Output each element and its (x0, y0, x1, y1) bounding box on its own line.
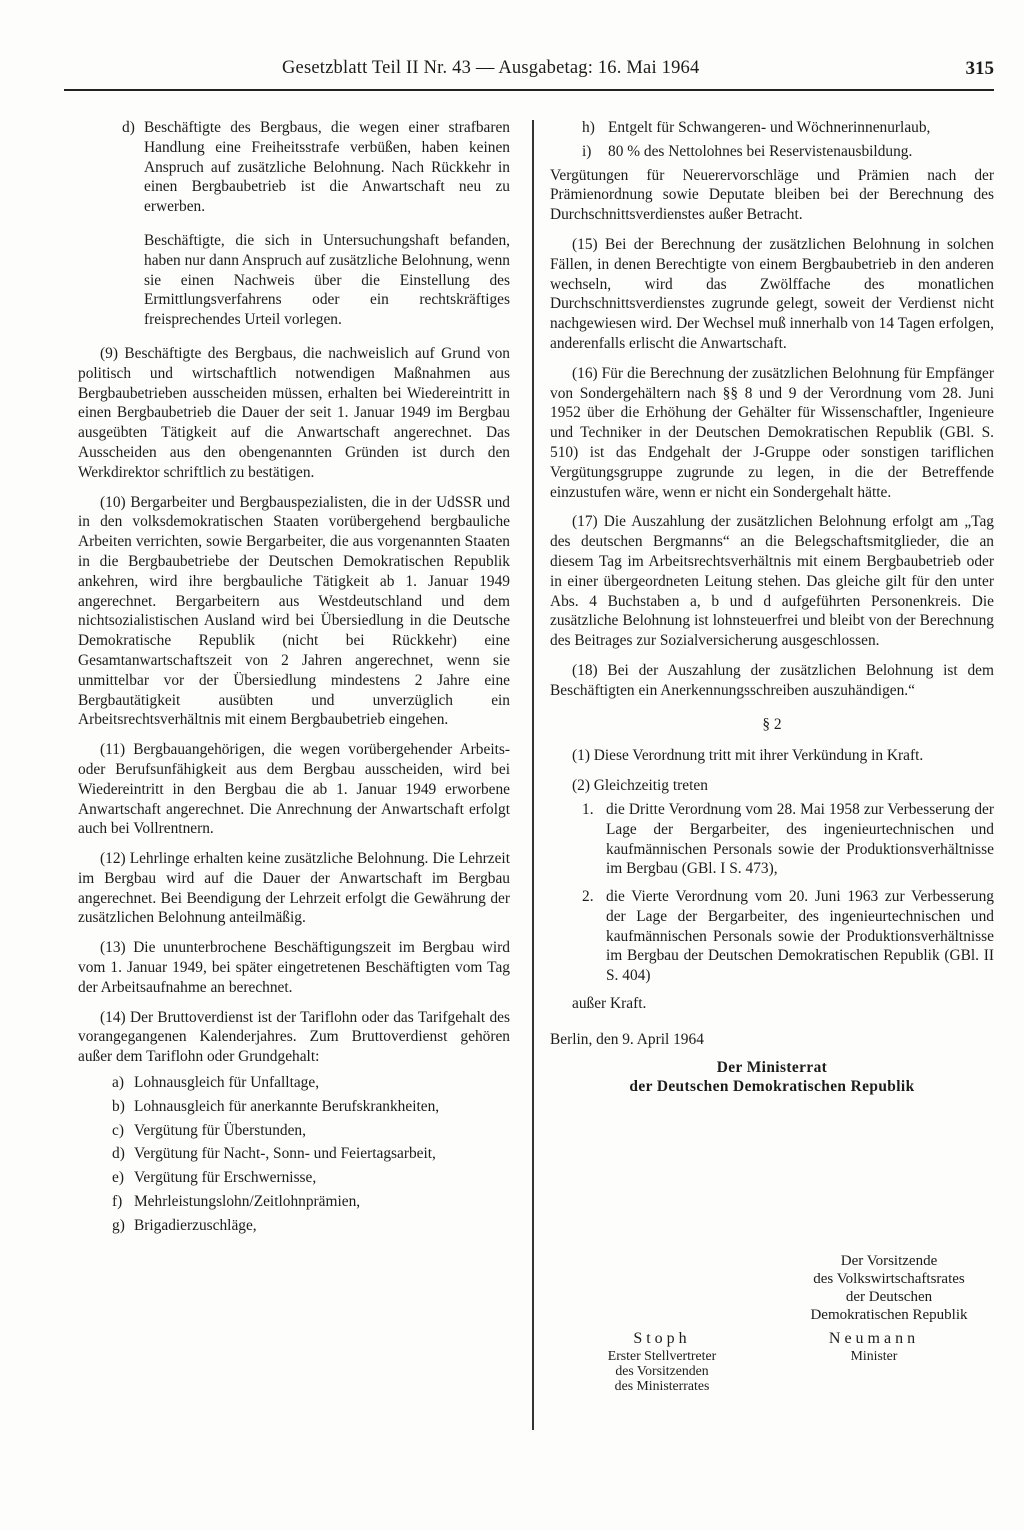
list-item-d (78, 118, 510, 330)
left-column (78, 118, 510, 1240)
list-mark: d) (112, 1145, 125, 1163)
section-2-paragraph-1: (1) Diese Verordnung tritt mit ihrer Verkündung in Kraft. (572, 747, 924, 765)
list-mark: a) (112, 1074, 124, 1092)
paragraph-d: Beschäftigte des Bergbaus, die wegen einer strafbaren Handlung eine Freiheitsstrafe verbüßen, haben keinen Anspruch auf zusätzliche Belohnung. Nach Rückkehr in einen Bergbaubetrieb ist die Anwartschaft neu zu erwerben. (144, 119, 510, 216)
paragraph-d2: Beschäftigte, die sich in Untersuchungshaft befanden, haben nur dann Anspruch auf zusätzliche Belohnung, wenn sie einen Nachweis über die Einstellung des Ermittlungsverfahrens oder ein rechtskräftiges freisprechendes Urteil vorlegen. (144, 231, 510, 329)
list-text: Vergütung für Überstunden, (134, 1121, 306, 1139)
signature-title-right (778, 1252, 1000, 1324)
signature-line: der Deutschen (845, 1289, 933, 1305)
signatory-organization (550, 1058, 994, 1098)
list-mark: d) (122, 119, 135, 136)
paragraph-13: (13) Die ununterbrochene Beschäftigungszeit im Bergbau wird vom 1. Januar 1949, bei später eingetretenen Beschäftigten vom Tag der Arbeitsaufnahme an berechnet. (78, 939, 510, 996)
page-number: 315 (965, 58, 994, 79)
list-mark: 1. (582, 800, 594, 818)
list-mark: e) (112, 1169, 124, 1187)
list-mark: i) (582, 142, 592, 160)
signature-right (800, 1330, 948, 1363)
paragraph-15: (15) Bei der Berechnung der zusätzlichen Belohnung in solchen Fällen, in denen Berechtigte von einem Bergbaubetrieb in den anderen wechseln, wird das Zwölffache des monatlichen Durchschnittsverdienstes zugrunde gelegt, soweit der Verdienst nicht nachgewiesen wird. Der Wechsel muß innerhalb von 14 Tagen erfolgen, anderenfalls erlischt die Anwartschaft. (550, 235, 994, 352)
signer-role: Erster Stellvertreter (607, 1348, 717, 1363)
header-title: Gesetzblatt Teil II Nr. 43 — Ausgabetag: 16. Mai 1964 (282, 58, 700, 78)
signature-line: Der Vorsitzende (840, 1253, 938, 1269)
list-text: 80 % des Nettolohnes bei Reservistenausbildung. (608, 142, 913, 160)
paragraph-14b: Vergütungen für Neuerervorschläge und Prämien nach der Prämienordnung sowie Deputate bleiben bei der Berechnung des Durchschnittsverdienstes außer Betracht. (550, 166, 994, 224)
place-date: Berlin, den 9. April 1964 (550, 1030, 704, 1048)
list-item (550, 887, 994, 986)
list-mark: h) (582, 119, 595, 136)
paragraph-10: (10) Bergarbeiter und Bergbauspezialisten, die in der UdSSR und in den volksdemokratischen Staaten vorübergehend bergbauliche Arbeiten verrichten, sowie Bergarbeiter, die aus vorgenannten Staaten in die Bergbaubetriebe der Deutschen Demokratischen Republik ankehren, wird ihre bergbauliche Tätigkeit ab 1. Januar 1949 angerechnet. Bergarbeitern aus Westdeutschland und dem nichtsozialistischen Ausland wird bei Übersiedlung in die Deutsche Demokratische Republik (nicht bei Rückkehr) eine Gesamtanwartschaftszeit von 2 Jahren angerechnet, wenn sie unmittelbar vor der Übersiedlung mindestens 2 Jahre eine Bergbautätigkeit ausübten und unverzüglich ein Arbeitsrechtsverhältnis mit einem Bergbaubetrieb eingehen. (78, 493, 510, 729)
org-line: Der Ministerrat (716, 1058, 828, 1076)
list-text: die Dritte Verordnung vom 28. Mai 1958 zur Verbesserung der Lage der Bergarbeiter, des ingenieurtechnischen und kaufmännischen Personals sowie der Produktionsverhältnisse im Bergbau (GBl. I S. 473), (606, 800, 994, 878)
list-text: Lohnausgleich für Unfalltage, (134, 1074, 320, 1092)
list-text: Vergütung für Nacht-, Sonn- und Feiertagsarbeit, (134, 1145, 436, 1163)
right-column (550, 118, 994, 1097)
list-item (550, 118, 994, 138)
signature-left (572, 1330, 752, 1393)
list-text: Vergütung für Erschwernisse, (134, 1169, 317, 1187)
list-item (78, 1073, 510, 1093)
section-2-end: außer Kraft. (572, 995, 647, 1013)
signer-name: Neumann (828, 1330, 920, 1347)
signature-line: Demokratischen Republik (810, 1307, 968, 1323)
signature-line: des Volkswirtschaftsrates (813, 1271, 965, 1287)
signer-role: des Vorsitzenden (615, 1363, 709, 1378)
list-item (78, 1121, 510, 1141)
list-mark: f) (112, 1193, 123, 1211)
paragraph-14: (14) Der Bruttoverdienst ist der Tariflohn oder das Tarifgehalt des vorangegangenen Kalenderjahres. Zum Bruttoverdienst gehören außer dem Tariflohn oder Grundgehalt: (78, 1008, 510, 1066)
list-mark: g) (112, 1216, 125, 1234)
list-text: Lohnausgleich für anerkannte Berufskrankheiten, (134, 1097, 440, 1115)
list-item (78, 1144, 510, 1164)
list-text: die Vierte Verordnung vom 20. Juni 1963 zur Verbesserung der Lage der Bergarbeiter, des ingenieurtechnischen und kaufmännischen Personals sowie der Produktionsverhältnisse im Bergbau der Deutschen Demokratischen Republik (GBl. II S. 404) (606, 888, 994, 985)
paragraph-16: (16) Für die Berechnung der zusätzlichen Belohnung für Empfänger von Sondergehältern nach §§ 8 und 9 der Verordnung vom 28. Juni 1952 über die Erhöhung der Gehälter für Wissenschaftler, Ingenieure und Techniker in der Deutschen Demokratischen Republik (GBl. S. 510) ist das Endgehalt der J-Gruppe oder sonstigen tariflichen Vergütungsgruppe zugrunde zu legen, in die der Betreffende einzustufen wäre, wenn er nicht ein Sondergehalt hätte. (550, 364, 994, 501)
list-item (550, 142, 994, 162)
paragraph-11: (11) Bergbauangehörigen, die wegen vorübergehender Arbeits- oder Berufsunfähigkeit aus dem Bergbau ausscheiden, wird bei Wiedereintritt in den Bergbau die ab 1. Januar 1949 erworbene Anwartschaft angerechnet. Die Anrechnung der Anwartschaft erfolgt auch bei Vollrentnern. (78, 741, 510, 838)
list-item (78, 1097, 510, 1117)
list-item (78, 1216, 510, 1236)
org-line: der Deutschen Demokratischen Republik (629, 1078, 915, 1096)
list-mark: 2. (582, 888, 594, 906)
paragraph-9: (9) Beschäftigte des Bergbaus, die nachweislich auf Grund von politisch und wirtschaftlich notwendigen Maßnahmen aus Bergbaubetrieben ausscheiden müssen, erhalten bei Wiedereintritt in einen Bergbaubetrieb die Dauer der seit 1. Januar 1949 im Bergbau ausgeübten Tätigkeit auf die Anwartschaft angerechnet. Das Ausscheiden aus den obengenannten Gründen ist durch den Werkdirektor schriftlich zu bestätigen. (78, 344, 510, 481)
signer-name: Stoph (633, 1330, 691, 1347)
signer-role: des Ministerrates (614, 1378, 710, 1393)
list-mark: c) (112, 1121, 124, 1139)
list-item (78, 1192, 510, 1212)
list-mark: b) (112, 1097, 125, 1115)
page-header (64, 58, 994, 82)
paragraph-12: (12) Lehrlinge erhalten keine zusätzliche Belohnung. Die Lehrzeit im Bergbau wird auf die Dauer der Anwartschaft im Bergbau angerechnet. Bei Beendigung der Lehrzeit erfolgt die Gewährung der zusätzlichen Belohnung anteilmäßig. (78, 850, 510, 927)
header-rule (64, 89, 994, 91)
column-divider (532, 120, 534, 1430)
list-text: Entgelt für Schwangeren- und Wöchnerinnenurlaub, (608, 119, 931, 136)
list-item (550, 800, 994, 879)
signer-role: Minister (850, 1348, 898, 1363)
paragraph-18: (18) Bei der Auszahlung der zusätzlichen Belohnung ist dem Beschäftigten ein Anerkennungsschreiben auszuhändigen.“ (550, 661, 994, 699)
section-heading: § 2 (762, 715, 782, 733)
list-text: Mehrleistungslohn/Zeitlohnprämien, (134, 1193, 361, 1211)
paragraph-17: (17) Die Auszahlung der zusätzlichen Belohnung erfolgt am „Tag des deutschen Bergmanns“ an die Belegschaftsmitglieder, die an diesem Tag im Arbeitsrechtsverhältnis mit einem Bergbaubetrieb oder in einer übergeordneten Leitung stehen. Das gleiche gilt für den unter Abs. 4 Buchstaben a, b und d aufgeführten Personenkreis. Die zusätzliche Belohnung ist lohnsteuerfrei und bleibt von der Berechnung des Beitrages zur Sozialversicherung ausgeschlossen. (550, 513, 994, 650)
section-2-paragraph-2: (2) Gleichzeitig treten (572, 777, 708, 795)
list-text: Brigadierzuschläge, (134, 1216, 257, 1234)
list-item (78, 1168, 510, 1188)
